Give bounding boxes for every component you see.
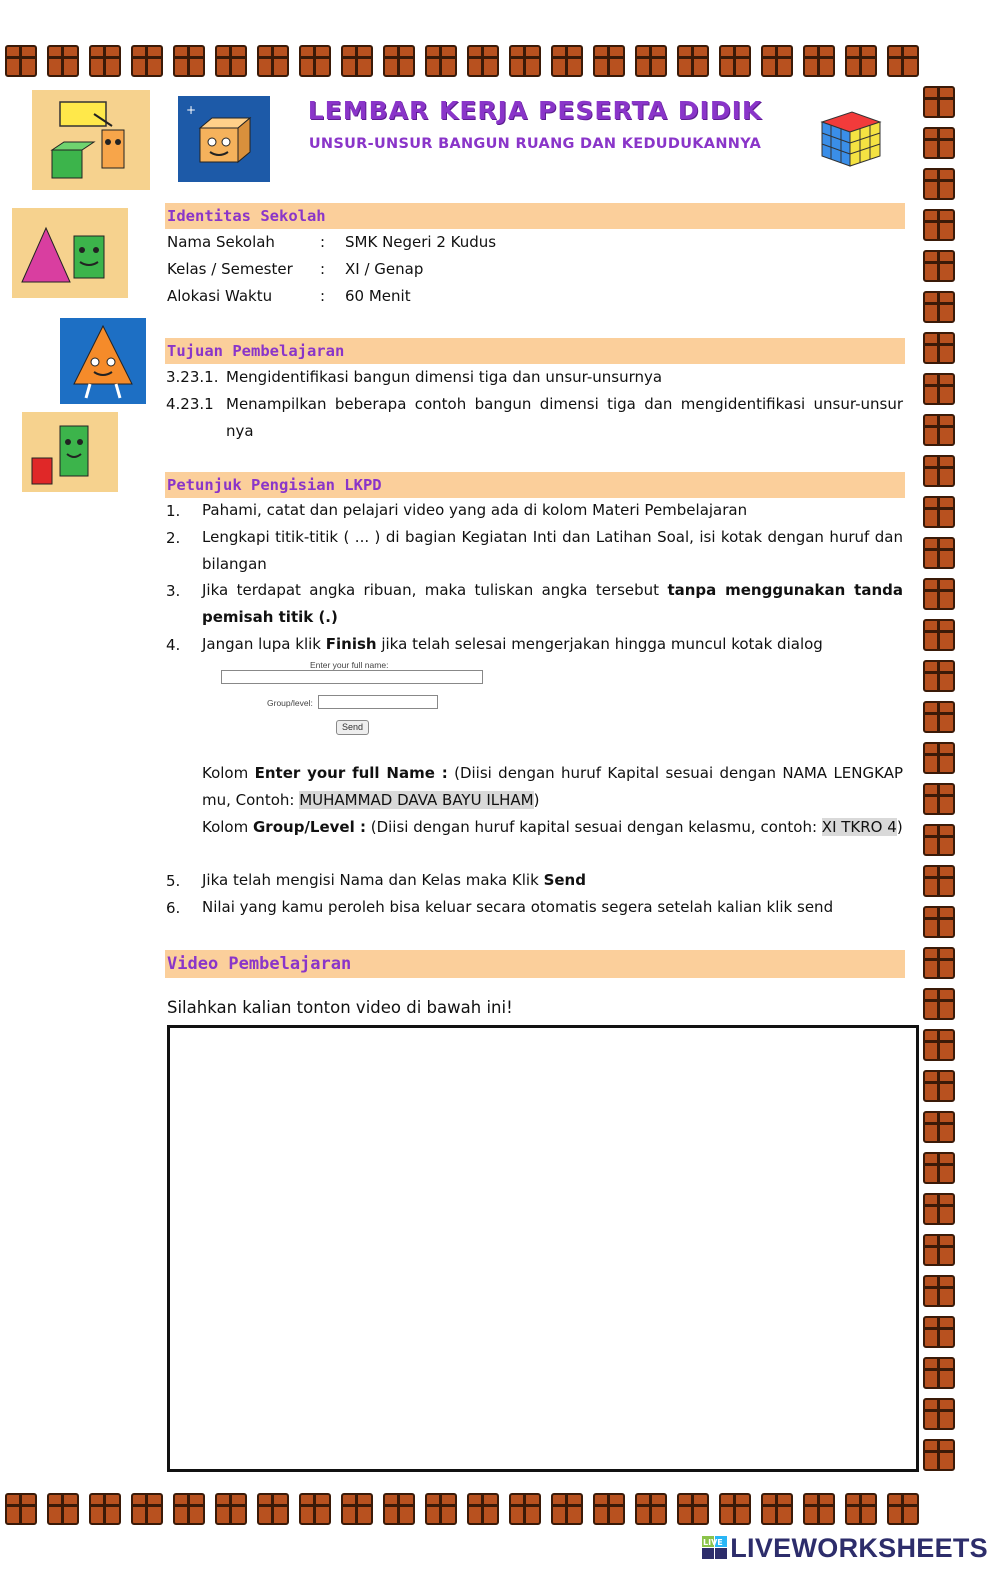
brick-border-tile <box>923 701 955 733</box>
brick-border-tile <box>923 250 955 282</box>
tujuan-text-continued: nya <box>226 422 254 440</box>
petunjuk-emphasis: Finish <box>325 635 377 653</box>
page-title: LEMBAR KERJA PESERTA DIDIK <box>307 96 763 125</box>
brick-border-tile <box>341 45 373 77</box>
brick-border-tile <box>923 947 955 979</box>
brick-border-tile <box>5 1493 37 1525</box>
identitas-label: Nama Sekolah <box>167 233 275 251</box>
kolom-text: (Diisi dengan huruf kapital sesuai dengan kelasmu, contoh: <box>365 818 822 836</box>
brick-border-tile <box>845 1493 877 1525</box>
brick-border-tile <box>923 578 955 610</box>
brick-border-tile <box>923 619 955 651</box>
brick-border-tile <box>89 45 121 77</box>
petunjuk-number: 1. <box>166 502 181 520</box>
kolom-text: Kolom <box>202 764 255 782</box>
brick-border-tile <box>425 1493 457 1525</box>
kolom-emphasis: Group/Level : <box>253 818 366 836</box>
petunjuk-text <box>202 497 903 524</box>
brick-border-tile <box>383 1493 415 1525</box>
brick-border-tile <box>257 45 289 77</box>
brick-border-tile <box>923 373 955 405</box>
brick-border-tile <box>635 45 667 77</box>
dialog-name-label: Enter your full name: <box>310 660 389 670</box>
brick-border-tile <box>425 45 457 77</box>
section-header-video: Video Pembelajaran <box>165 950 905 978</box>
petunjuk-number: 3. <box>166 582 181 600</box>
brick-border-tile <box>923 660 955 692</box>
section-header-identitas: Identitas Sekolah <box>165 203 905 229</box>
dialog-name-field <box>221 670 483 684</box>
brick-border-tile <box>299 45 331 77</box>
brick-border-tile <box>923 332 955 364</box>
brick-border-tile <box>923 1234 955 1266</box>
brick-border-tile <box>383 45 415 77</box>
brick-border-tile <box>299 1493 331 1525</box>
brick-border-tile <box>719 1493 751 1525</box>
brick-border-tile <box>923 291 955 323</box>
brick-border-tile <box>923 496 955 528</box>
petunjuk-text-content: Jangan lupa klik <box>202 635 326 653</box>
petunjuk-number: 2. <box>166 529 181 547</box>
brick-border-tile <box>467 1493 499 1525</box>
brick-border-tile <box>923 988 955 1020</box>
cube-character-sign-picture <box>32 90 150 190</box>
petunjuk-text-content: Pahami, catat dan pelajari video yang ada di kolom Materi Pembelajaran <box>202 501 748 519</box>
brick-border-tile <box>923 414 955 446</box>
kolom-name-instruction <box>202 760 903 814</box>
tujuan-text: Menampilkan beberapa contoh bangun dimensi tiga dan mengidentifikasi unsur-unsur <box>226 395 903 413</box>
identitas-value: 60 Menit <box>345 287 411 305</box>
brick-border-tile <box>467 45 499 77</box>
brick-border-tile <box>761 1493 793 1525</box>
brick-border-tile <box>47 45 79 77</box>
brick-border-tile <box>509 1493 541 1525</box>
video-player[interactable] <box>167 1025 919 1472</box>
tujuan-text: Mengidentifikasi bangun dimensi tiga dan unsur-unsurnya <box>226 368 663 386</box>
section-header-petunjuk: Petunjuk Pengisian LKPD <box>165 472 905 498</box>
petunjuk-number: 4. <box>166 636 181 654</box>
petunjuk-emphasis: Send <box>543 871 586 889</box>
brick-border-tile <box>923 1275 955 1307</box>
brick-border-tile <box>923 1357 955 1389</box>
petunjuk-number: 5. <box>166 872 181 890</box>
liveworksheets-logo-text: LIVEWORKSHEETS <box>730 1532 988 1563</box>
brick-border-tile <box>845 45 877 77</box>
brick-border-tile <box>761 45 793 77</box>
logo-badge-text: LIVE <box>703 1538 723 1547</box>
brick-border-tile <box>923 537 955 569</box>
petunjuk-number: 6. <box>166 899 181 917</box>
identitas-value: SMK Negeri 2 Kudus <box>345 233 497 251</box>
brick-border-tile <box>923 455 955 487</box>
petunjuk-text-content: Lengkapi titik-titik ( ... ) di bagian Kegiatan Inti dan Latihan Soal, isi kotak dengan huruf dan bilangan <box>202 528 903 573</box>
brick-border-tile <box>923 906 955 938</box>
section-header-tujuan: Tujuan Pembelajaran <box>165 338 905 364</box>
petunjuk-text <box>202 524 903 578</box>
brick-border-tile <box>551 1493 583 1525</box>
brick-border-tile <box>215 1493 247 1525</box>
brick-border-tile <box>923 1111 955 1143</box>
brick-border-tile <box>923 1398 955 1430</box>
kolom-text: ) <box>896 818 903 836</box>
brick-border-tile <box>635 1493 667 1525</box>
brick-border-tile <box>677 45 709 77</box>
brick-border-tile <box>923 209 955 241</box>
brick-border-tile <box>923 1316 955 1348</box>
identitas-separator: : <box>320 287 326 305</box>
brick-border-tile <box>173 1493 205 1525</box>
brick-border-tile <box>593 45 625 77</box>
brick-border-tile <box>923 127 955 159</box>
pyramid-mascot-picture <box>60 318 146 404</box>
brick-border-tile <box>887 1493 919 1525</box>
rubiks-cube-picture <box>810 100 892 174</box>
petunjuk-text <box>202 631 903 658</box>
kolom-example: MUHAMMAD DAVA BAYU ILHAM <box>299 791 534 809</box>
petunjuk-emphasis: tanpa menggunakan tanda pemisah titik (.) <box>202 581 903 626</box>
brick-border-tile <box>923 1070 955 1102</box>
petunjuk-text-content: Jika telah mengisi Nama dan Kelas maka Klik <box>202 871 544 889</box>
dialog-group-field <box>318 695 438 709</box>
brick-border-tile <box>923 86 955 118</box>
brick-border-tile <box>173 45 205 77</box>
brick-border-tile <box>887 45 919 77</box>
cube-character-calculator-picture <box>178 96 270 182</box>
brick-border-tile <box>551 45 583 77</box>
brick-border-tile <box>593 1493 625 1525</box>
liveworksheets-logo-icon <box>702 1536 728 1560</box>
brick-border-tile <box>131 1493 163 1525</box>
brick-border-tile <box>923 824 955 856</box>
liveworksheets-logo[interactable] <box>702 1533 988 1563</box>
identitas-label: Kelas / Semester <box>167 260 293 278</box>
brick-border-tile <box>923 742 955 774</box>
identitas-separator: : <box>320 260 326 278</box>
brick-border-tile <box>923 1029 955 1061</box>
kolom-text: ) <box>533 791 540 809</box>
kolom-group-instruction <box>202 814 903 841</box>
petunjuk-text <box>202 577 903 631</box>
brick-border-tile <box>803 1493 835 1525</box>
brick-border-tile <box>923 1152 955 1184</box>
kolom-emphasis: Enter your full Name : <box>254 764 448 782</box>
brick-border-tile <box>923 1439 955 1471</box>
brick-border-tile <box>923 1193 955 1225</box>
brick-border-tile <box>803 45 835 77</box>
brick-border-tile <box>47 1493 79 1525</box>
dialog-send-button: Send <box>336 720 369 735</box>
kolom-text: Kolom <box>202 818 253 836</box>
kolom-text: (Diisi dengan huruf Kapital sesuai dengan NAMA LENGKAP mu, Contoh: <box>202 764 904 809</box>
identitas-value: XI / Genap <box>345 260 424 278</box>
svg-text:+: + <box>186 103 197 117</box>
brick-border-tile <box>923 783 955 815</box>
video-instruction: Silahkan kalian tonton video di bawah ini! <box>167 998 513 1017</box>
petunjuk-text-content: jika telah selesai mengerjakan hingga muncul kotak dialog <box>376 635 823 653</box>
identitas-label: Alokasi Waktu <box>167 287 273 305</box>
brick-border-tile <box>5 45 37 77</box>
petunjuk-text <box>202 867 903 894</box>
tujuan-number: 4.23.1 <box>166 395 214 413</box>
kolom-example: XI TKRO 4 <box>821 818 897 836</box>
brick-border-tile <box>257 1493 289 1525</box>
prism-character-picture <box>22 412 118 492</box>
brick-border-tile <box>719 45 751 77</box>
petunjuk-text-content: Nilai yang kamu peroleh bisa keluar secara otomatis segera setelah kalian klik send <box>202 898 834 916</box>
brick-border-tile <box>677 1493 709 1525</box>
brick-border-tile <box>923 865 955 897</box>
brick-border-tile <box>341 1493 373 1525</box>
brick-border-tile <box>923 168 955 200</box>
tujuan-number: 3.23.1. <box>166 368 219 386</box>
petunjuk-text-content: Jika terdapat angka ribuan, maka tuliskan angka tersebut <box>202 581 668 599</box>
petunjuk-text <box>202 894 903 921</box>
brick-border-tile <box>131 45 163 77</box>
brick-border-tile <box>215 45 247 77</box>
identitas-separator: : <box>320 233 326 251</box>
brick-border-tile <box>89 1493 121 1525</box>
dialog-group-label: Group/level: <box>267 698 313 708</box>
pyramid-character-picture <box>12 208 128 298</box>
brick-border-tile <box>509 45 541 77</box>
page-subtitle: UNSUR-UNSUR BANGUN RUANG DAN KEDUDUKANNYA <box>308 136 762 152</box>
